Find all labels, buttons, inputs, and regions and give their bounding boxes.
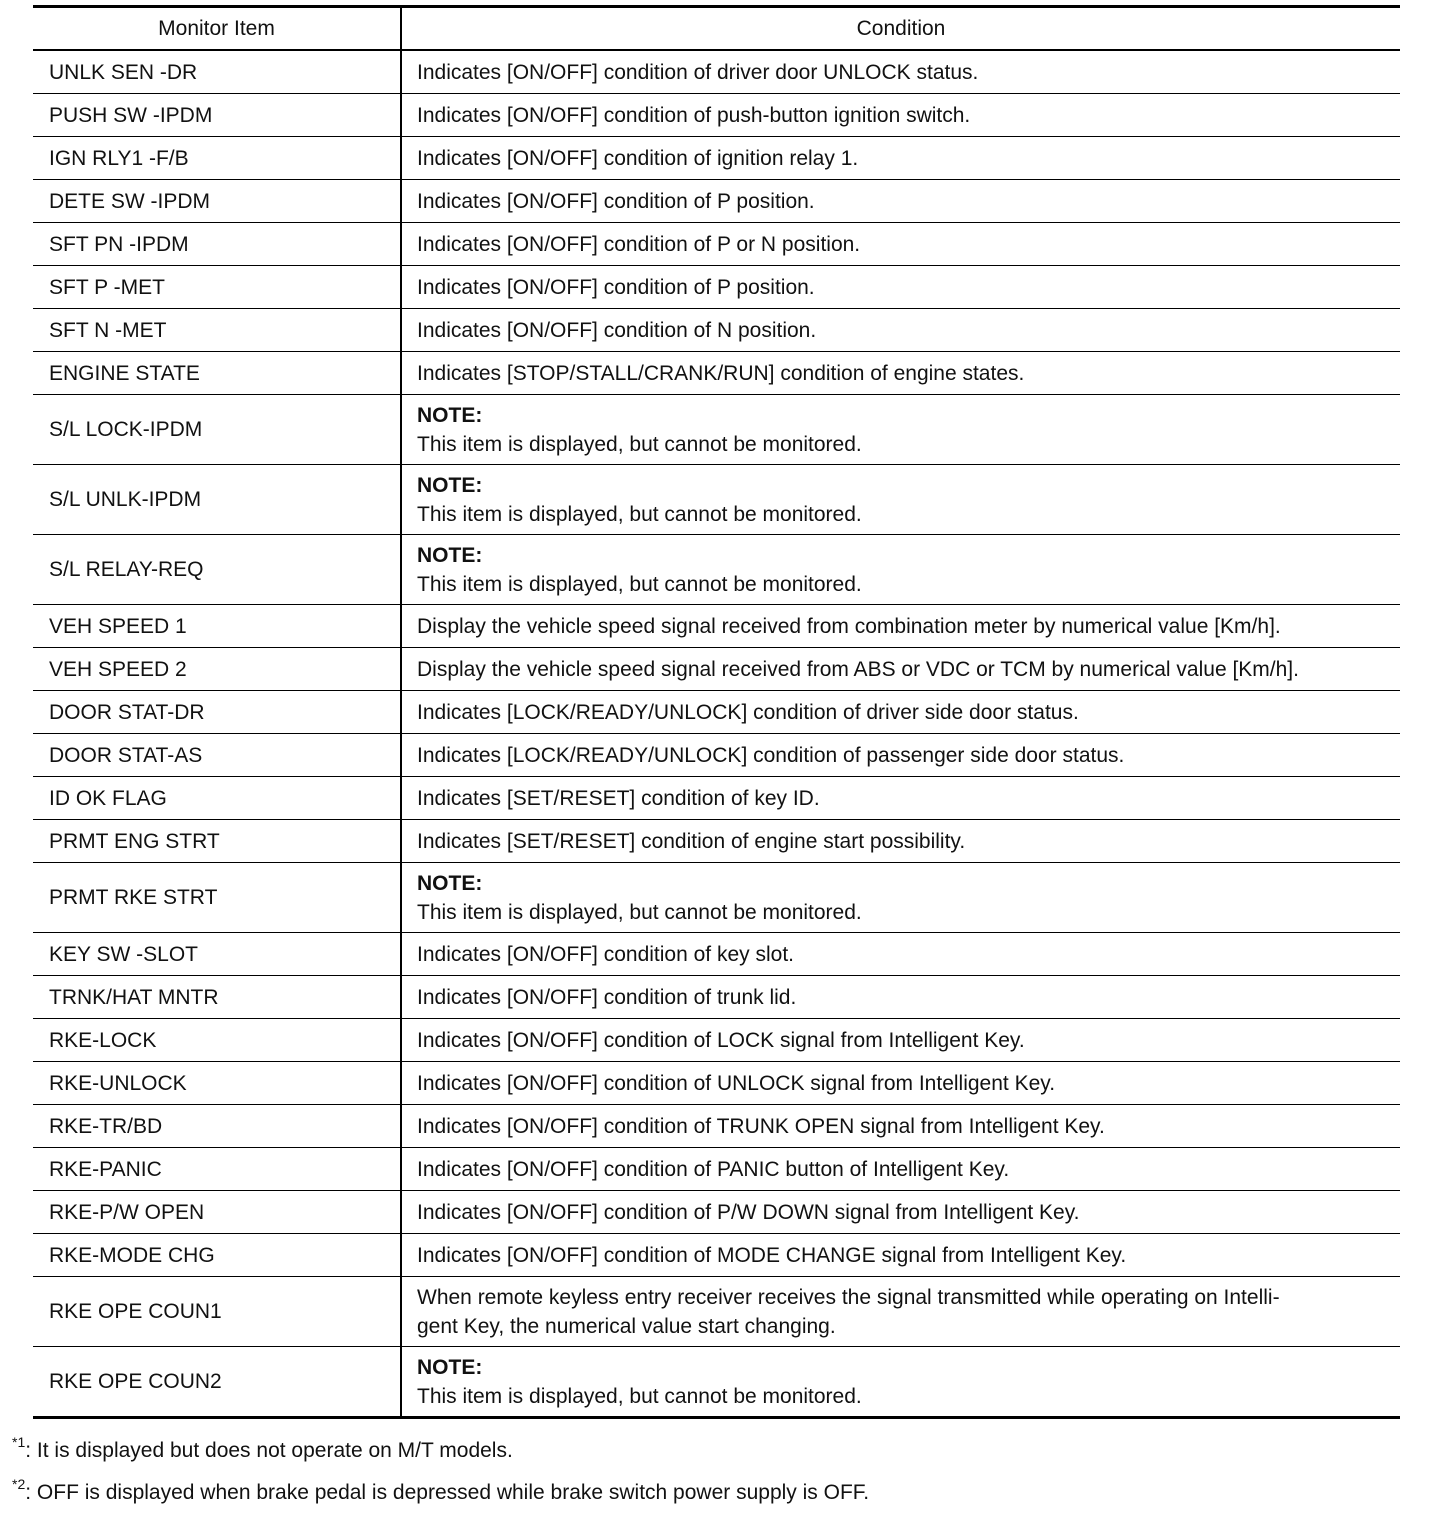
condition-cell: [401, 777, 1400, 820]
condition-cell: [401, 535, 1400, 605]
monitor-item-cell: S/L UNLK-IPDM: [33, 465, 401, 535]
column-header-condition: Condition: [401, 7, 1400, 51]
condition-cell: [401, 863, 1400, 933]
note-text: This item is displayed, but cannot be monitored.: [417, 502, 862, 526]
table-row: [33, 352, 1400, 395]
footnote-number: 1: [17, 1434, 26, 1450]
condition-cell: [401, 976, 1400, 1019]
table-row: [33, 691, 1400, 734]
condition-text: Indicates [ON/OFF] condition of P position.: [417, 189, 815, 213]
table-row: [33, 820, 1400, 863]
condition-text: Indicates [ON/OFF] condition of driver door UNLOCK status.: [417, 60, 979, 84]
condition-text: Indicates [ON/OFF] condition of LOCK signal from Intelligent Key.: [417, 1028, 1025, 1052]
condition-text: Indicates [ON/OFF] condition of UNLOCK signal from Intelligent Key.: [417, 1071, 1056, 1095]
monitor-item-cell: DETE SW -IPDM: [33, 180, 401, 223]
monitor-item-cell: S/L LOCK-IPDM: [33, 395, 401, 465]
note-label: NOTE:: [417, 403, 483, 427]
monitor-item-cell: KEY SW -SLOT: [33, 933, 401, 976]
monitor-item-cell: ID OK FLAG: [33, 777, 401, 820]
table-row: [33, 1277, 1400, 1347]
condition-cell: [401, 1148, 1400, 1191]
table-row: [33, 734, 1400, 777]
monitor-item-cell: RKE-LOCK: [33, 1019, 401, 1062]
condition-cell: [401, 352, 1400, 395]
footnote-text: : OFF is displayed when brake pedal is depressed while brake switch power supply is OFF.: [25, 1481, 870, 1504]
condition-cell: [401, 465, 1400, 535]
monitor-item-cell: RKE OPE COUN1: [33, 1277, 401, 1347]
condition-cell: [401, 605, 1400, 648]
footnote-mark: *: [12, 1476, 18, 1492]
condition-text: Indicates [ON/OFF] condition of push-button ignition switch.: [417, 103, 971, 127]
monitor-item-cell: PUSH SW -IPDM: [33, 94, 401, 137]
condition-text: Indicates [ON/OFF] condition of PANIC button of Intelligent Key.: [417, 1157, 1010, 1181]
table-row: [33, 976, 1400, 1019]
monitor-item-cell: RKE-P/W OPEN: [33, 1191, 401, 1234]
condition-text: Indicates [SET/RESET] condition of engine start possibility.: [417, 829, 966, 853]
table-row: [33, 777, 1400, 820]
table-row: [33, 648, 1400, 691]
monitor-item-cell: S/L RELAY-REQ: [33, 535, 401, 605]
condition-cell: [401, 1277, 1400, 1347]
condition-text: Display the vehicle speed signal received from ABS or VDC or TCM by numerical value [Km/h].: [417, 657, 1299, 681]
condition-text: Indicates [ON/OFF] condition of P or N position.: [417, 232, 861, 256]
condition-text: Indicates [STOP/STALL/CRANK/RUN] condition of engine states.: [417, 361, 1025, 385]
condition-text: When remote keyless entry receiver receives the signal transmitted while operating on Intelli- gent Key, the numerical value start changing.: [417, 1285, 1280, 1338]
table-row: [33, 180, 1400, 223]
condition-text: Display the vehicle speed signal received from combination meter by numerical value [Km/h].: [417, 614, 1281, 638]
note-label: NOTE:: [417, 543, 483, 567]
condition-text: Indicates [LOCK/READY/UNLOCK] condition of passenger side door status.: [417, 743, 1125, 767]
table-row: [33, 1062, 1400, 1105]
table-header-row: [33, 7, 1400, 51]
table-row: [33, 1191, 1400, 1234]
table-row: [33, 1105, 1400, 1148]
table-row: [33, 1019, 1400, 1062]
note-label: NOTE:: [417, 1355, 483, 1379]
monitor-item-cell: DOOR STAT-AS: [33, 734, 401, 777]
table-body: [33, 50, 1400, 1418]
condition-text: Indicates [SET/RESET] condition of key ID.: [417, 786, 820, 810]
footnote: [12, 1434, 513, 1465]
monitor-item-cell: SFT P -MET: [33, 266, 401, 309]
condition-text: Indicates [ON/OFF] condition of P/W DOWN signal from Intelligent Key.: [417, 1200, 1080, 1224]
condition-cell: [401, 395, 1400, 465]
monitor-item-cell: RKE-MODE CHG: [33, 1234, 401, 1277]
table-row: [33, 465, 1400, 535]
condition-cell: [401, 933, 1400, 976]
condition-cell: [401, 1105, 1400, 1148]
monitor-item-cell: ENGINE STATE: [33, 352, 401, 395]
condition-cell: [401, 50, 1400, 94]
note-text: This item is displayed, but cannot be monitored.: [417, 572, 862, 596]
condition-cell: [401, 1191, 1400, 1234]
note-label: NOTE:: [417, 871, 483, 895]
column-header-monitor-item: Monitor Item: [33, 7, 401, 51]
table-row: [33, 1234, 1400, 1277]
condition-cell: [401, 648, 1400, 691]
condition-text: Indicates [ON/OFF] condition of P position.: [417, 275, 815, 299]
monitor-item-cell: UNLK SEN -DR: [33, 50, 401, 94]
table-row: [33, 535, 1400, 605]
condition-text: Indicates [ON/OFF] condition of ignition relay 1.: [417, 146, 859, 170]
table-row: [33, 266, 1400, 309]
condition-cell: [401, 223, 1400, 266]
condition-cell: [401, 1019, 1400, 1062]
table-row: [33, 309, 1400, 352]
condition-cell: [401, 1234, 1400, 1277]
condition-cell: [401, 691, 1400, 734]
condition-cell: [401, 1062, 1400, 1105]
table-row: [33, 137, 1400, 180]
monitor-item-cell: VEH SPEED 2: [33, 648, 401, 691]
monitor-item-cell: IGN RLY1 -F/B: [33, 137, 401, 180]
table-row: [33, 605, 1400, 648]
table-row: [33, 395, 1400, 465]
note-text: This item is displayed, but cannot be monitored.: [417, 1384, 862, 1408]
table-row: [33, 1347, 1400, 1418]
monitor-item-cell: SFT N -MET: [33, 309, 401, 352]
monitor-item-cell: SFT PN -IPDM: [33, 223, 401, 266]
condition-cell: [401, 180, 1400, 223]
table-row: [33, 223, 1400, 266]
condition-text: Indicates [LOCK/READY/UNLOCK] condition of driver side door status.: [417, 700, 1079, 724]
footnote-mark: *: [12, 1434, 18, 1450]
table-row: [33, 1148, 1400, 1191]
condition-cell: [401, 266, 1400, 309]
monitor-item-table: [33, 5, 1400, 1419]
monitor-item-cell: RKE-TR/BD: [33, 1105, 401, 1148]
condition-cell: [401, 734, 1400, 777]
monitor-item-cell: RKE-PANIC: [33, 1148, 401, 1191]
monitor-item-cell: DOOR STAT-DR: [33, 691, 401, 734]
footnote-number: 2: [17, 1476, 26, 1492]
monitor-item-cell: PRMT RKE STRT: [33, 863, 401, 933]
condition-text: Indicates [ON/OFF] condition of MODE CHANGE signal from Intelligent Key.: [417, 1243, 1127, 1267]
monitor-item-cell: TRNK/HAT MNTR: [33, 976, 401, 1019]
table-row: [33, 50, 1400, 94]
table-row: [33, 94, 1400, 137]
note-text: This item is displayed, but cannot be monitored.: [417, 432, 862, 456]
table-row: [33, 863, 1400, 933]
condition-cell: [401, 137, 1400, 180]
condition-text: Indicates [ON/OFF] condition of key slot.: [417, 942, 794, 966]
condition-cell: [401, 94, 1400, 137]
note-text: This item is displayed, but cannot be monitored.: [417, 900, 862, 924]
table-row: [33, 933, 1400, 976]
monitor-item-cell: PRMT ENG STRT: [33, 820, 401, 863]
condition-cell: [401, 820, 1400, 863]
condition-text: Indicates [ON/OFF] condition of N position.: [417, 318, 817, 342]
condition-cell: [401, 1347, 1400, 1418]
monitor-item-cell: RKE OPE COUN2: [33, 1347, 401, 1418]
monitor-item-cell: VEH SPEED 1: [33, 605, 401, 648]
monitor-item-cell: RKE-UNLOCK: [33, 1062, 401, 1105]
condition-cell: [401, 309, 1400, 352]
note-label: NOTE:: [417, 473, 483, 497]
condition-text: Indicates [ON/OFF] condition of TRUNK OPEN signal from Intelligent Key.: [417, 1114, 1105, 1138]
condition-text: Indicates [ON/OFF] condition of trunk lid.: [417, 985, 797, 1009]
footnote-text: : It is displayed but does not operate on M/T models.: [25, 1439, 513, 1462]
footnote: [12, 1476, 870, 1507]
